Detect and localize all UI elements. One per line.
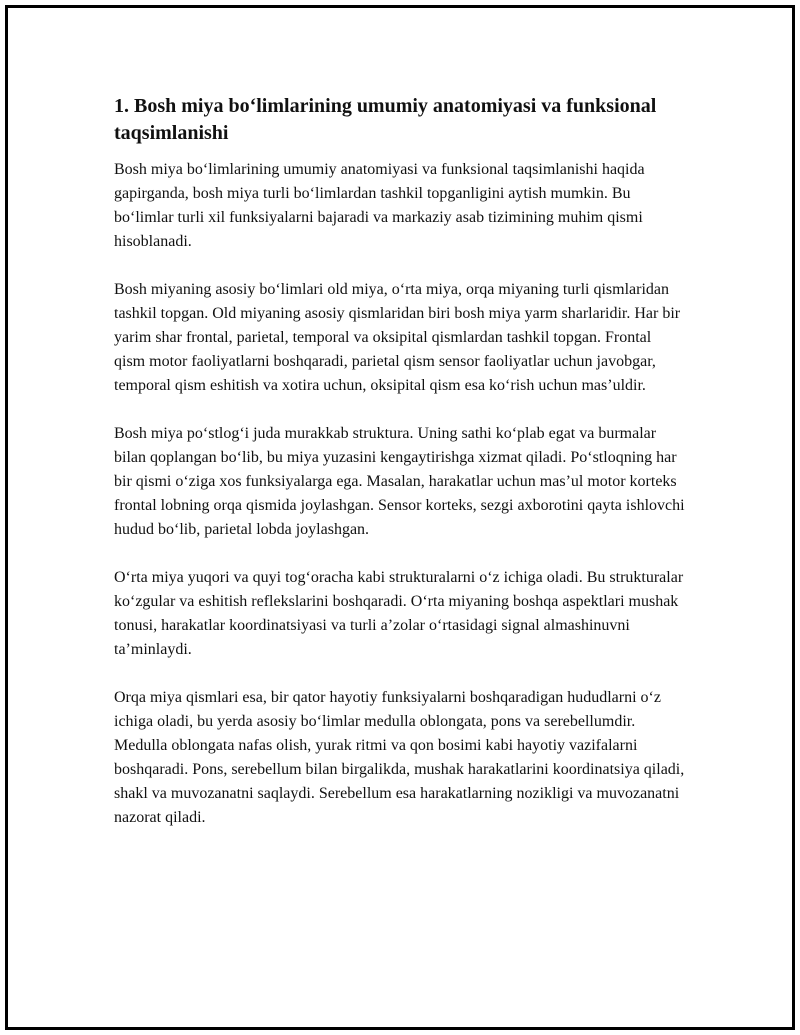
- document-body: [114, 93, 686, 854]
- paragraph-intro: Bosh miya bo‘limlarining umumiy anatomiyasi va funksional taqsimlanishi haqida gapirganda, bosh miya turli bo‘limlardan tashkil topganligini aytish mumkin. Bu bo‘limlar turli xil funksiyalarni bajaradi va markaziy asab tizimining muhim qismi hisoblanadi.: [114, 161, 645, 250]
- paragraph-midbrain: O‘rta miya yuqori va quyi tog‘oracha kabi strukturalarni o‘z ichiga oladi. Bu strukturalar ko‘zgular va eshitish reflekslarini boshqaradi. O‘rta miyaning boshqa aspektlari mushak tonusi, harakatlar koordinatsiyasi va turli a’zolar o‘rtasidagi signal almashinuvni ta’minlaydi.: [114, 569, 684, 658]
- section-heading: 1. Bosh miya bo‘limlarining umumiy anatomiyasi va funksional taqsimlanishi: [114, 95, 657, 144]
- paragraph-hindbrain: Orqa miya qismlari esa, bir qator hayotiy funksiyalarni boshqaradigan hududlarni o‘z ichiga oladi, bu yerda asosiy bo‘limlar medulla oblongata, pons va serebellumdir. Medulla oblongata nafas olish, yurak ritmi va qon bosimi kabi hayotiy vazifalarni boshqaradi. Pons, serebellum bilan birgalikda, mushak harakatlarini koordinatsiya qiladi, shakl va muvozanatni saqlaydi. Serebellum esa harakatlarning nozikligi va muvozanatni nazorat qiladi.: [114, 689, 685, 826]
- paragraph-cortex: Bosh miya po‘stlog‘i juda murakkab struktura. Uning sathi ko‘plab egat va burmalar bilan qoplangan bo‘lib, bu miya yuzasini kengaytirishga xizmat qiladi. Po‘stloqning har bir qismi o‘ziga xos funksiyalarga ega. Masalan, harakatlar uchun mas’ul motor korteks frontal lobning orqa qismida joylashgan. Sensor korteks, sezgi axborotini qayta ishlovchi hudud bo‘lib, parietal lobda joylashgan.: [114, 425, 685, 538]
- paragraph-main-divisions: Bosh miyaning asosiy bo‘limlari old miya, o‘rta miya, orqa miyaning turli qismlaridan tashkil topgan. Old miyaning asosiy qismlaridan biri bosh miya yarm sharlaridir. Har bir yarim shar frontal, parietal, temporal va oksipital qismlardan tashkil topgan. Frontal qism motor faoliyatlarni boshqaradi, parietal qism sensor faoliyatlar uchun javobgar, temporal qism eshitish va xotira uchun, oksipital qism esa ko‘rish uchun mas’uldir.: [114, 281, 681, 394]
